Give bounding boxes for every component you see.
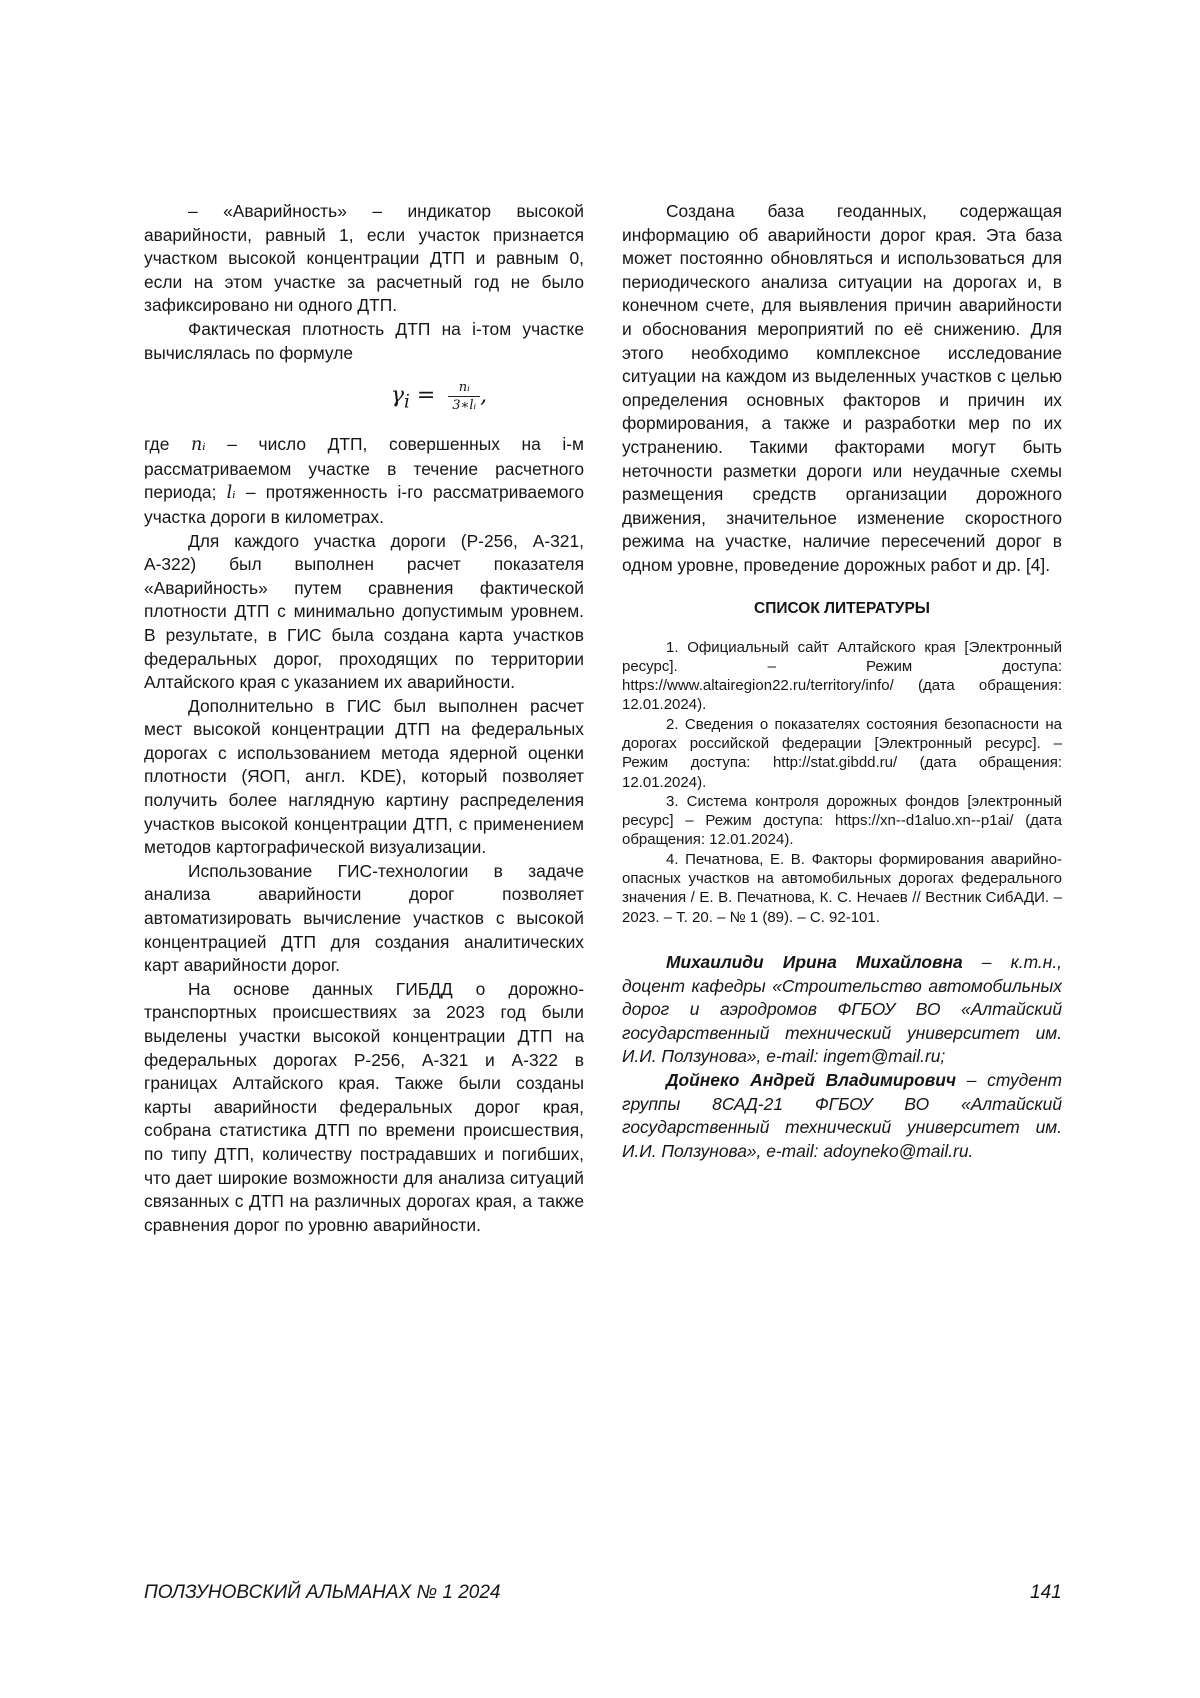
- page-number: 141: [1030, 1582, 1062, 1603]
- var-def-tail: – протяженность i-го рассматриваемого участка дороги в километрах.: [144, 482, 585, 527]
- formula-fraction: [448, 379, 480, 414]
- right-column: [622, 200, 1062, 1163]
- paragraph-road-sections: Для каждого участка дороги (Р-256, А-321, А-322) был выполнен расчет показателя «Аварийность» путем сравнения фактической плотности ДТП с минимально допустимым уровнем. В результате, в ГИС была создана карта участков федеральных дорог, проходящих по территории Алтайского края с указанием их аварийности.: [144, 530, 584, 693]
- paragraph-geodatabase: Создана база геоданных, содержащая информацию об аварийности дорог края. Эта база может постоянно обновляться и использоваться для периодического анализа ситуации на дорогах и, в конечном счете, для выявления причин аварийности и обоснования мероприятий по её снижению. Для этого необходимо комплексное исследование ситуации на каждом из выделенных участков с целью определения основных факторов и причин их формирования, а также и разработки мер по их устранению. Такими факторами могут быть неточности разметки дороги или неудачные схемы размещения средств организации дорожного движения, значительное изменение скоростного режима на участке, наличие пересечений дорог в одном уровне, проведение дорожных работ и др. [4].: [622, 201, 1062, 575]
- reference-item: 2. Сведения о показателях состояния безопасности на дорогах российской федерации [Электронный ресурс]. – Режим доступа: http://stat.gibdd.ru/ (дата обращения: 12.01.2024).: [622, 715, 1062, 791]
- var-l: lᵢ: [226, 483, 236, 504]
- author-1-name: Михаилиди Ирина Михайловна: [666, 951, 963, 972]
- reference-item: 1. Официальный сайт Алтайского края [Электронный ресурс]. – Режим доступа: https://www.altairegion22.ru/territory/info/ (дата обращения: 12.01.2024).: [622, 638, 1062, 714]
- paragraph-kde: Дополнительно в ГИС был выполнен расчет мест высокой концентрации ДТП на федеральных дорогах с использованием метода ядерной оценки плотности (ЯОП, англ. KDE), который позволяет получить более наглядную картину распределения участков высокой концентрации ДТП, с применением методов картографической визуализации.: [144, 695, 584, 858]
- formula-equals: =: [416, 383, 436, 409]
- reference-item: 4. Печатнова, Е. В. Факторы формирования аварийно-опасных участков на автомобильных дорогах федерального значения / Е. В. Печатнова, К. С. Нечаев // Вестник СибАДИ. – 2023. – Т. 20. – № 1 (89). – С. 92-101.: [622, 850, 1062, 926]
- var-def-mid: – число ДТП, совершенных на i-м рассматриваемом участке в течение расчетного периода;: [144, 434, 584, 503]
- paragraph-variable-definitions: [144, 433, 584, 529]
- journal-title: ПОЛЗУНОВСКИЙ АЛЬМАНАХ № 1 2024: [144, 1582, 501, 1603]
- formula-tail: ,: [480, 383, 488, 409]
- paragraph-gis-usage: Использование ГИС-технологии в задаче анализа аварийности дорог позволяет автоматизировать вычисление участков с высокой концентрацией ДТП для создания аналитических карт аварийности дорог.: [144, 860, 584, 976]
- var-def-lead: где: [144, 434, 191, 455]
- author-1-info: – к.т.н., доцент кафедры «Строительство автомобильных дорог и аэродромов ФГБОУ ВО «Алтайский государственный технический университет им. И.И. Ползунова», e-mail: ingem@mail.ru;: [622, 951, 1062, 1067]
- formula-denominator: 3∗lᵢ: [452, 397, 477, 413]
- left-column: [144, 200, 584, 1237]
- paragraph-gibdd-data: На основе данных ГИБДД о дорожно-транспортных происшествиях за 2023 год были выделены участки высокой концентрации ДТП на федеральных дорогах Р-256, А-321 и А-322 в границах Алтайского края. Также были созданы карты аварийности федеральных дорог края, собрана статистика ДТП по времени происшествия, по типу ДТП, количеству пострадавших и погибших, что дает широкие возможности для анализа ситуаций связанных с ДТП на различных дорогах края, а также сравнения дорог по уровню аварийности.: [144, 978, 584, 1235]
- reference-item: 3. Система контроля дорожных фондов [электронный ресурс] – Режим доступа: https://xn--d1aluo.xn--p1ai/ (дата обращения: 12.01.2024).: [622, 792, 1062, 849]
- paragraph-density-intro: Фактическая плотность ДТП на i-том участке вычислялась по формуле: [144, 318, 584, 363]
- paragraph-avariynost-definition: – «Аварийность» – индикатор высокой аварийности, равный 1, если участок признается участком высокой концентрации ДТП и равным 0, если на этом участке за расчетный год не было зафиксировано ни одного ДТП.: [144, 201, 584, 316]
- formula-lhs: γ: [390, 383, 404, 409]
- references-heading: СПИСОК ЛИТЕРАТУРЫ: [754, 599, 930, 617]
- var-n: nᵢ: [190, 435, 206, 456]
- formula-lhs-sub: i: [403, 391, 410, 413]
- density-formula: [144, 365, 584, 427]
- author-2-name: Дойнеко Андрей Владимирович: [666, 1069, 957, 1090]
- formula-numerator: nᵢ: [448, 379, 480, 397]
- author-2: [622, 1069, 1062, 1163]
- author-2-info: – студент группы 8САД-21 ФГБОУ ВО «Алтайский государственный технический университет им. И.И. Ползунова», e-mail: adoyneko@mail.ru.: [622, 1069, 1062, 1161]
- author-1: [622, 951, 1062, 1069]
